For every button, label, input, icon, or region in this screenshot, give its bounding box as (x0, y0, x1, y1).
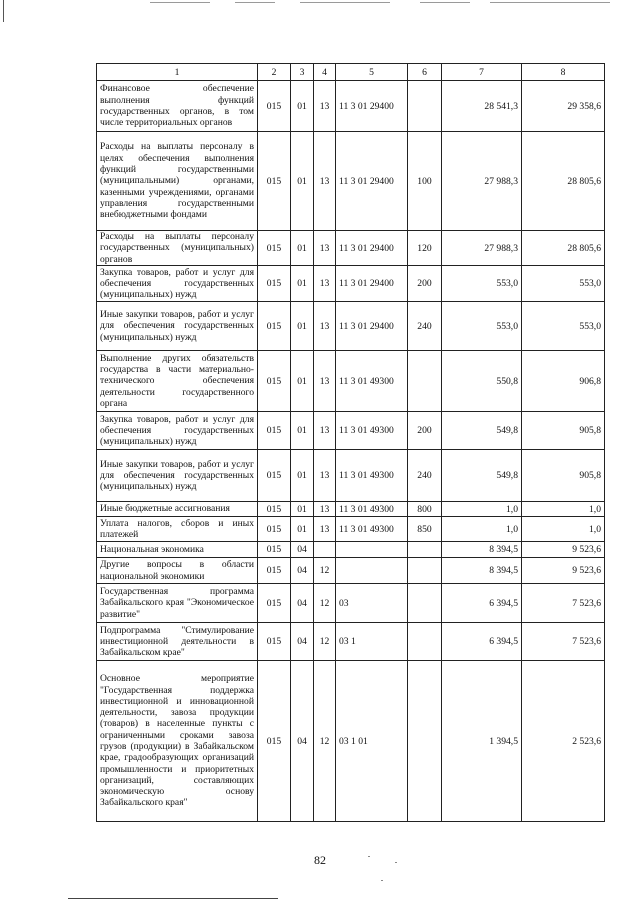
row-amount-col7: 28 541,3 (442, 81, 522, 132)
row-amount-col7: 549,8 (442, 412, 522, 450)
table-row (97, 132, 605, 231)
row-amount-col8: 28 805,6 (522, 132, 605, 231)
row-target-code: 11 3 01 29400 (336, 231, 408, 266)
row-amount-col8: 553,0 (522, 266, 605, 302)
row-amount-col7: 553,0 (442, 266, 522, 302)
row-amount-col7: 6 394,5 (442, 623, 522, 661)
row-name: Финансовое обеспечение выполнения функций государственных органов, в том числе территориальных органов (97, 81, 258, 132)
row-admin-code: 015 (258, 623, 291, 661)
row-name: Иные бюджетные ассигнования (97, 502, 258, 517)
row-target-code (336, 558, 408, 584)
row-admin-code: 015 (258, 517, 291, 542)
table-row (97, 558, 605, 584)
row-expense-type (408, 661, 442, 822)
row-amount-col8: 29 358,6 (522, 81, 605, 132)
row-name: Выполнение других обязательств государства в части материально-технического обеспечения деятельности государственного органа (97, 351, 258, 412)
row-subsection-code: 13 (314, 231, 336, 266)
row-amount-col7: 1,0 (442, 517, 522, 542)
row-section-code: 01 (291, 450, 314, 502)
row-admin-code: 015 (258, 132, 291, 231)
row-subsection-code: 13 (314, 517, 336, 542)
row-expense-type (408, 623, 442, 661)
table-row (97, 623, 605, 661)
row-section-code: 01 (291, 302, 314, 351)
row-target-code: 11 3 01 49300 (336, 502, 408, 517)
row-amount-col7: 8 394,5 (442, 558, 522, 584)
scan-speck (368, 856, 370, 857)
row-name: Закупка товаров, работ и услуг для обеспечения государственных (муниципальных) нужд (97, 412, 258, 450)
table-row (97, 302, 605, 351)
row-admin-code: 015 (258, 450, 291, 502)
table-header-row (97, 64, 605, 81)
scan-speck (381, 880, 383, 881)
row-target-code: 11 3 01 29400 (336, 81, 408, 132)
row-amount-col7: 27 988,3 (442, 132, 522, 231)
row-name: Подпрограмма "Стимулирование инвестиционной деятельности в Забайкальском крае" (97, 623, 258, 661)
row-expense-type (408, 351, 442, 412)
row-expense-type (408, 558, 442, 584)
row-amount-col8: 2 523,6 (522, 661, 605, 822)
row-subsection-code: 12 (314, 623, 336, 661)
row-target-code (336, 542, 408, 558)
page-number: 82 (314, 853, 326, 867)
row-name: Расходы на выплаты персоналу в целях обеспечения выполнения функций государственными (муниципальными) органами, казенными учреждениями, органами управления государственными внебюджетными фондами (97, 132, 258, 231)
scan-left-edge (3, 0, 4, 22)
row-target-code: 11 3 01 29400 (336, 302, 408, 351)
row-admin-code: 015 (258, 542, 291, 558)
row-amount-col8: 9 523,6 (522, 542, 605, 558)
row-subsection-code: 13 (314, 302, 336, 351)
row-target-code: 11 3 01 49300 (336, 412, 408, 450)
row-expense-type (408, 81, 442, 132)
row-expense-type: 200 (408, 266, 442, 302)
row-section-code: 04 (291, 558, 314, 584)
row-target-code: 03 1 01 (336, 661, 408, 822)
header-col-8: 8 (522, 64, 605, 81)
row-amount-col7: 8 394,5 (442, 542, 522, 558)
row-subsection-code: 12 (314, 661, 336, 822)
row-name: Государственная программа Забайкальского края "Экономическое развитие" (97, 584, 258, 623)
row-target-code: 11 3 01 29400 (336, 132, 408, 231)
row-subsection-code: 13 (314, 502, 336, 517)
row-subsection-code: 12 (314, 584, 336, 623)
row-expense-type: 240 (408, 450, 442, 502)
row-subsection-code: 13 (314, 132, 336, 231)
row-amount-col8: 905,8 (522, 412, 605, 450)
header-col-5: 5 (336, 64, 408, 81)
header-col-2: 2 (258, 64, 291, 81)
row-section-code: 01 (291, 351, 314, 412)
row-amount-col8: 905,8 (522, 450, 605, 502)
row-expense-type: 100 (408, 132, 442, 231)
row-amount-col7: 550,8 (442, 351, 522, 412)
row-admin-code: 015 (258, 558, 291, 584)
row-section-code: 01 (291, 517, 314, 542)
row-target-code: 11 3 01 49300 (336, 517, 408, 542)
table-row (97, 412, 605, 450)
row-name: Другие вопросы в области национальной экономики (97, 558, 258, 584)
row-amount-col7: 1,0 (442, 502, 522, 517)
header-col-1: 1 (97, 64, 258, 81)
row-target-code: 11 3 01 49300 (336, 351, 408, 412)
header-col-6: 6 (408, 64, 442, 81)
row-target-code: 03 1 (336, 623, 408, 661)
table-row (97, 584, 605, 623)
row-expense-type (408, 584, 442, 623)
row-section-code: 04 (291, 661, 314, 822)
table-row (97, 266, 605, 302)
scan-artifact-top (0, 0, 640, 8)
row-subsection-code (314, 542, 336, 558)
table-row (97, 542, 605, 558)
row-name: Иные закупки товаров, работ и услуг для обеспечения государственных (муниципальных) нужд (97, 450, 258, 502)
row-amount-col8: 1,0 (522, 517, 605, 542)
row-name: Уплата налогов, сборов и иных платежей (97, 517, 258, 542)
table-row (97, 661, 605, 822)
row-admin-code: 015 (258, 231, 291, 266)
row-admin-code: 015 (258, 266, 291, 302)
row-target-code: 03 (336, 584, 408, 623)
header-col-4: 4 (314, 64, 336, 81)
row-target-code: 11 3 01 49300 (336, 450, 408, 502)
row-amount-col7: 549,8 (442, 450, 522, 502)
table-row (97, 231, 605, 266)
row-admin-code: 015 (258, 412, 291, 450)
row-subsection-code: 13 (314, 81, 336, 132)
row-section-code: 04 (291, 623, 314, 661)
header-col-3: 3 (291, 64, 314, 81)
row-admin-code: 015 (258, 502, 291, 517)
row-amount-col8: 28 805,6 (522, 231, 605, 266)
row-section-code: 01 (291, 412, 314, 450)
row-admin-code: 015 (258, 584, 291, 623)
row-amount-col7: 6 394,5 (442, 584, 522, 623)
row-expense-type: 850 (408, 517, 442, 542)
row-subsection-code: 13 (314, 351, 336, 412)
header-col-7: 7 (442, 64, 522, 81)
budget-table (96, 63, 605, 822)
table-row (97, 517, 605, 542)
row-expense-type: 120 (408, 231, 442, 266)
row-name: Закупка товаров, работ и услуг для обеспечения государственных (муниципальных) нужд (97, 266, 258, 302)
row-section-code: 01 (291, 81, 314, 132)
row-section-code: 01 (291, 502, 314, 517)
row-subsection-code: 13 (314, 450, 336, 502)
row-section-code: 01 (291, 231, 314, 266)
row-name: Основное мероприятие "Государственная поддержка инвестиционной и инновационной деятельности, завоза продукции (товаров) в населенные пункты с ограниченными сроками завоза грузов (продукции) в Забайкальском крае, градообразующих организаций промышленности и приоритетных организаций, составляющих экономическую основу Забайкальского края" (97, 661, 258, 822)
table-row (97, 502, 605, 517)
row-admin-code: 015 (258, 351, 291, 412)
table-row (97, 351, 605, 412)
row-target-code: 11 3 01 29400 (336, 266, 408, 302)
row-subsection-code: 12 (314, 558, 336, 584)
row-section-code: 04 (291, 542, 314, 558)
row-amount-col8: 906,8 (522, 351, 605, 412)
row-amount-col7: 1 394,5 (442, 661, 522, 822)
table-row (97, 81, 605, 132)
row-subsection-code: 13 (314, 266, 336, 302)
scan-bottom-rule (68, 898, 278, 899)
row-section-code: 01 (291, 132, 314, 231)
row-amount-col8: 1,0 (522, 502, 605, 517)
scan-speck (395, 862, 397, 863)
row-expense-type: 240 (408, 302, 442, 351)
row-expense-type: 200 (408, 412, 442, 450)
row-amount-col8: 9 523,6 (522, 558, 605, 584)
row-admin-code: 015 (258, 81, 291, 132)
row-admin-code: 015 (258, 661, 291, 822)
row-amount-col8: 7 523,6 (522, 584, 605, 623)
row-amount-col8: 553,0 (522, 302, 605, 351)
row-amount-col7: 27 988,3 (442, 231, 522, 266)
row-name: Расходы на выплаты персоналу государственных (муниципальных) органов (97, 231, 258, 266)
row-section-code: 04 (291, 584, 314, 623)
row-expense-type (408, 542, 442, 558)
row-name: Иные закупки товаров, работ и услуг для обеспечения государственных (муниципальных) нужд (97, 302, 258, 351)
row-subsection-code: 13 (314, 412, 336, 450)
row-amount-col7: 553,0 (442, 302, 522, 351)
row-admin-code: 015 (258, 302, 291, 351)
row-amount-col8: 7 523,6 (522, 623, 605, 661)
table-row (97, 450, 605, 502)
row-name: Национальная экономика (97, 542, 258, 558)
row-expense-type: 800 (408, 502, 442, 517)
row-section-code: 01 (291, 266, 314, 302)
